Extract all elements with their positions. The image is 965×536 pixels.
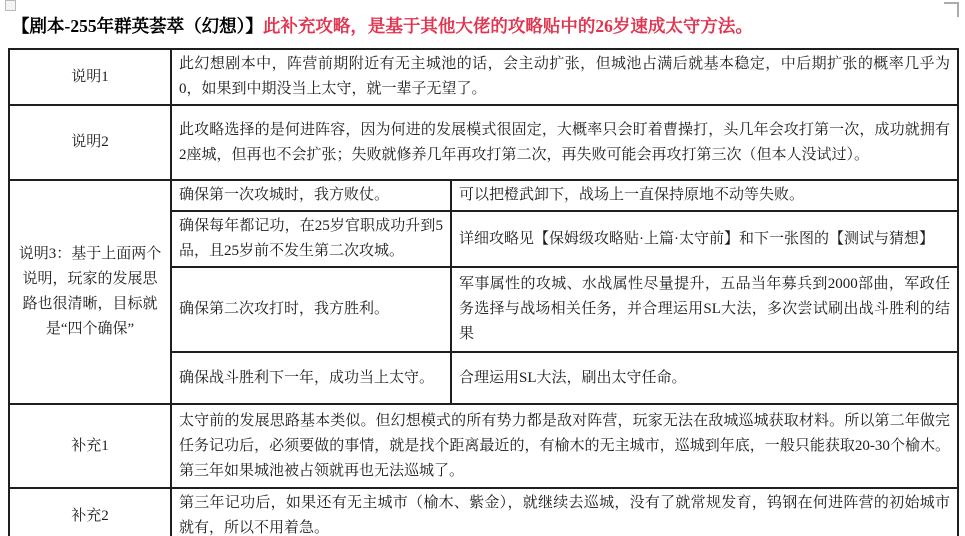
row-content-shuoming1: 此幻想剧本中，阵营前期附近有无主城池的话，会主动扩张，但城池占满后就基本稳定，中后期扩张的概率几乎为0，如果到中期没当上太守，就一辈子无望了。: [171, 49, 958, 105]
table-row: [9, 49, 958, 105]
strategy-table: [8, 48, 959, 536]
ensure-method-1: 可以把橙武卸下，战场上一直保持原地不动等失败。: [451, 180, 958, 211]
row-content-buchong2: 第三年记功后，如果还有无主城市（榆木、紫金），就继续去巡城，没有了就常规发育，钨钢在何进阵营的初始城市就有，所以不用着急。: [171, 488, 958, 536]
table-row: [9, 180, 958, 211]
ensure-goal-4: 确保战斗胜利下一年，成功当上太守。: [171, 352, 451, 404]
row-label-shuoming2: 说明2: [9, 105, 171, 180]
ensure-method-4: 合理运用SL大法，刷出太守任命。: [451, 352, 958, 404]
title-red-note: 此补充攻略，是基于其他大佬的攻略贴中的26岁速成太守方法。: [262, 16, 753, 36]
row-content-buchong1: 太守前的发展思路基本类似。但幻想模式的所有势力都是敌对阵营，玩家无法在敌城巡城获取材料。所以第二年做完任务记功后，必须要做的事情，就是找个距离最近的，有榆木的无主城市，巡城到年底，一般只能获取20-30个榆木。第三年如果城池被占领就再也无法巡城了。: [171, 404, 958, 488]
page-corner-mark: [944, 2, 959, 17]
table-row: [9, 404, 958, 488]
table-row: [9, 488, 958, 536]
table-anchor-mark: [5, 0, 16, 11]
ensure-method-2: 详细攻略见【保姆级攻略贴·上篇·太守前】和下一张图的【测试与猜想】: [451, 211, 958, 267]
title-scenario-label: 【剧本-255年群英荟萃（幻想）】: [12, 16, 263, 36]
table-row: [9, 105, 958, 180]
row-label-shuoming3: 说明3：基于上面两个说明，玩家的发展思路也很清晰，目标就是“四个确保”: [9, 180, 171, 404]
ensure-method-3: 军事属性的攻城、水战属性尽量提升，五品当年募兵到2000部曲，军政任务选择与战场相关任务，并合理运用SL大法，多次尝试刷出战斗胜利的结果: [451, 267, 958, 352]
row-content-shuoming2: 此攻略选择的是何进阵容，因为何进的发展模式很固定，大概率只会盯着曹操打，头几年会攻打第一次，成功就拥有2座城，但再也不会扩张；失败就修养几年再攻打第二次，再失败可能会再攻打第三次（但本人没试过）。: [171, 105, 958, 180]
row-label-buchong1: 补充1: [9, 404, 171, 488]
document-title: [0, 0, 965, 39]
ensure-goal-1: 确保第一次攻城时，我方败仗。: [171, 180, 451, 211]
ensure-goal-3: 确保第二次攻打时，我方胜利。: [171, 267, 451, 352]
row-label-shuoming1: 说明1: [9, 49, 171, 105]
row-label-buchong2: 补充2: [9, 488, 171, 536]
ensure-goal-2: 确保每年都记功，在25岁官职成功升到5品，且25岁前不发生第二次攻城。: [171, 211, 451, 267]
